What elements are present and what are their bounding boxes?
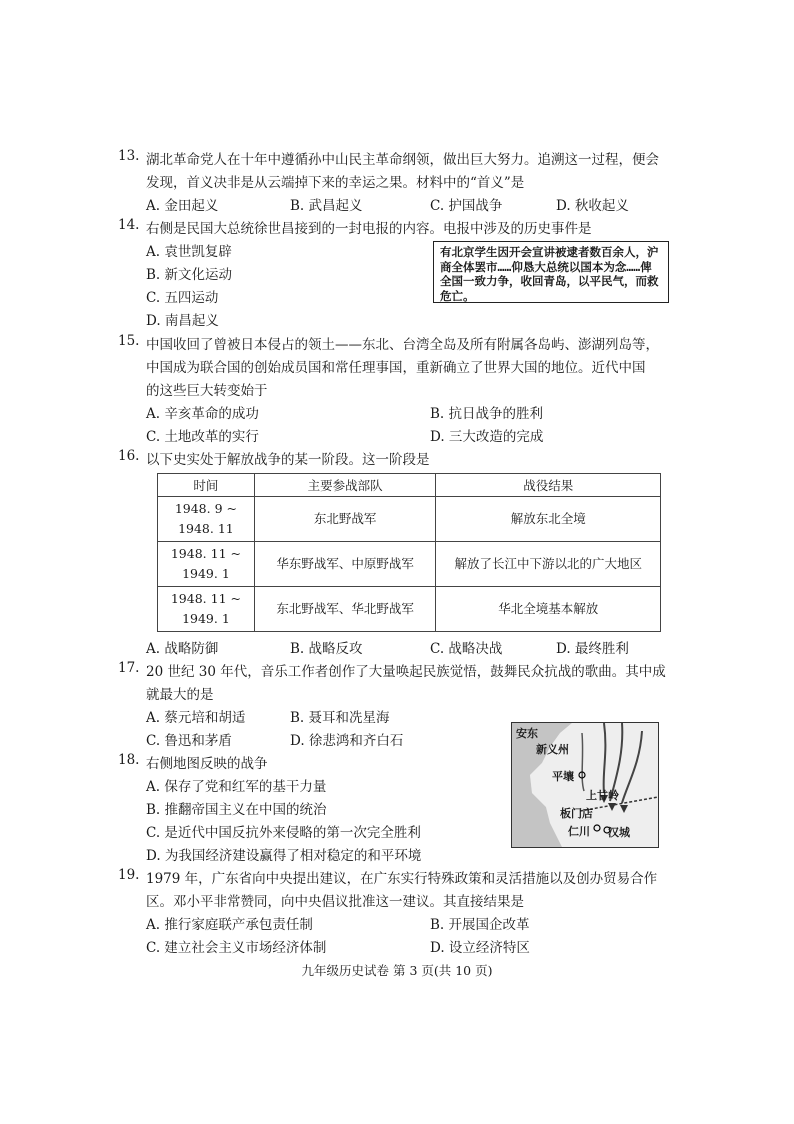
option-d: D. 秋收起义	[556, 198, 629, 214]
units-cell: 华东野战军、中原野战军	[254, 542, 436, 587]
option-a: A. 战略防御	[146, 641, 219, 657]
table-header: 战役结果	[436, 474, 661, 497]
question-text: 的这些巨大转变始于	[146, 383, 268, 399]
map-label: 新义州	[536, 743, 569, 756]
units-cell: 东北野战军	[254, 497, 436, 542]
telegram-box: 有北京学生因开会宣讲被逮者数百余人，沪商全体罢市……仰恳大总统以国本为念……俾全国一致力争，收回青岛，以平民气，而救危亡。	[433, 241, 669, 303]
map-label: 上甘岭	[586, 789, 619, 802]
option-d: D. 为我国经济建设赢得了相对稳定的和平环境	[146, 848, 422, 864]
question-text: 20 世纪 30 年代，音乐工作者创作了大量唤起民族觉悟，鼓舞民众抗战的歌曲。其中成	[146, 664, 666, 680]
question-number: 16.	[118, 448, 140, 464]
option-a: A. 金田起义	[146, 198, 219, 214]
result-cell: 解放了长江中下游以北的广大地区	[436, 542, 661, 587]
question-text: 右侧是民国大总统徐世昌接到的一封电报的内容。电报中涉及的历史事件是	[146, 221, 592, 237]
question-text: 1979 年，广东省向中央提出建议，在广东实行特殊政策和灵活措施以及创办贸易合作	[146, 871, 658, 887]
option-d: D. 徐悲鸿和齐白石	[290, 733, 404, 749]
question-text: 中国成为联合国的创始成员国和常任理事国，重新确立了世界大国的地位。近代中国	[146, 360, 646, 376]
option-d: D. 最终胜利	[556, 641, 629, 657]
option-d: D. 南昌起义	[146, 313, 219, 329]
option-a: A. 推行家庭联产承包责任制	[146, 917, 313, 933]
map-label: 汉城	[608, 826, 630, 839]
option-c: C. 护国战争	[430, 198, 503, 214]
question-number: 17.	[118, 660, 140, 676]
option-c: C. 战略决战	[430, 641, 503, 657]
question-number: 19.	[118, 867, 140, 883]
option-d: D. 设立经济特区	[430, 940, 530, 956]
time-cell: 1948. 11 ~ 1949. 1	[158, 542, 255, 587]
question-text: 发现，首义决非是从云端掉下来的幸运之果。材料中的“首义”是	[146, 175, 525, 191]
map-label: 仁川	[568, 825, 590, 838]
battle-table	[157, 473, 661, 632]
option-b: B. 武昌起义	[290, 198, 363, 214]
option-c: C. 建立社会主义市场经济体制	[146, 940, 327, 956]
result-cell: 解放东北全境	[436, 497, 661, 542]
option-a: A. 辛亥革命的成功	[146, 406, 259, 422]
map-label: 板门店	[560, 807, 593, 820]
map-label: 平壤	[552, 770, 574, 783]
option-a: A. 保存了党和红军的基干力量	[146, 779, 327, 795]
option-b: B. 战略反攻	[290, 641, 363, 657]
table-header: 时间	[158, 474, 255, 497]
time-cell: 1948. 9 ~ 1948. 11	[158, 497, 255, 542]
question-text: 中国收回了曾被日本侵占的领土——东北、台湾全岛及所有附属各岛屿、澎湖列岛等，	[146, 337, 659, 353]
question-text: 区。邓小平非常赞同，向中央倡议批准这一建议。其直接结果是	[146, 894, 524, 910]
question-text: 以下史实处于解放战争的某一阶段。这一阶段是	[146, 452, 430, 468]
table-row	[158, 587, 661, 632]
option-b: B. 开展国企改革	[430, 917, 530, 933]
table-row	[158, 497, 661, 542]
question-text: 湖北革命党人在十年中遵循孙中山民主革命纲领，做出巨大努力。追溯这一过程，便会	[146, 152, 659, 168]
units-cell: 东北野战军、华北野战军	[254, 587, 436, 632]
table-header-row	[158, 474, 661, 497]
option-b: B. 新文化运动	[146, 267, 233, 283]
option-c: C. 五四运动	[146, 290, 219, 306]
option-c: C. 是近代中国反抗外来侵略的第一次完全胜利	[146, 825, 421, 841]
question-text: 右侧地图反映的战争	[146, 756, 268, 772]
question-number: 14.	[118, 217, 140, 233]
question-number: 13.	[118, 148, 140, 164]
page-footer: 九年级历史试卷 第 3 页(共 10 页)	[301, 963, 493, 978]
table-header: 主要参战部队	[254, 474, 436, 497]
option-c: C. 土地改革的实行	[146, 429, 259, 445]
question-text: 就最大的是	[146, 687, 214, 703]
option-a: A. 袁世凯复辟	[146, 244, 232, 260]
option-b: B. 聂耳和冼星海	[290, 710, 390, 726]
option-b: B. 抗日战争的胜利	[430, 406, 544, 422]
time-cell: 1948. 11 ~ 1949. 1	[158, 587, 255, 632]
korean-war-map	[511, 722, 659, 848]
option-c: C. 鲁迅和茅盾	[146, 733, 232, 749]
result-cell: 华北全境基本解放	[436, 587, 661, 632]
table-row	[158, 542, 661, 587]
option-a: A. 蔡元培和胡适	[146, 710, 246, 726]
option-b: B. 推翻帝国主义在中国的统治	[146, 802, 327, 818]
option-d: D. 三大改造的完成	[430, 429, 544, 445]
question-number: 15.	[118, 333, 140, 349]
map-label: 安东	[516, 727, 538, 740]
question-number: 18.	[118, 752, 140, 768]
